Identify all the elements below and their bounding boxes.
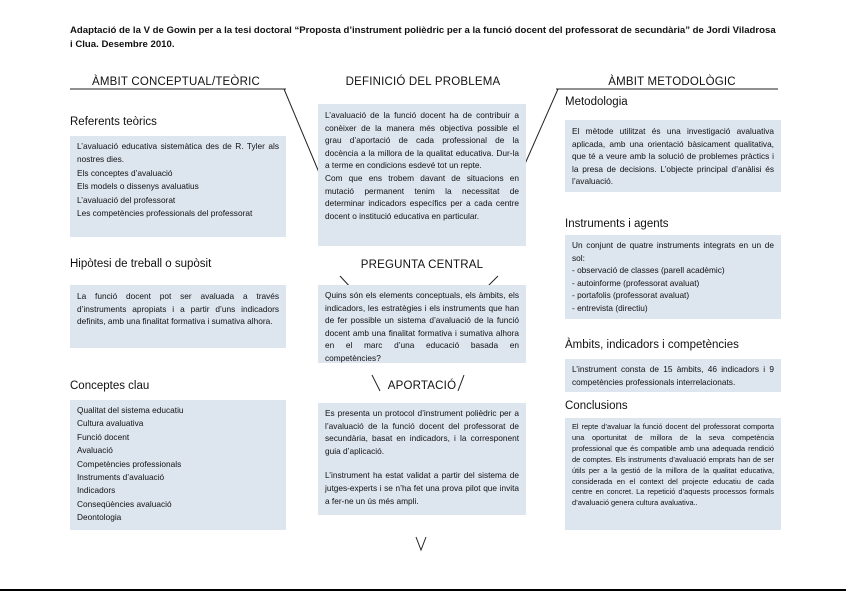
definicio-box <box>318 104 526 246</box>
list-item: Competències professionals <box>77 458 182 469</box>
definicio-text-1: L’avaluació de la funció docent ha de contribuir a conèixer de la manera més objectiva possible el grau d’aportació de cada professional de la docència a la millora de la qualitat educativa. Dur-la a terme en condicions esdevé tot un repte. <box>325 110 519 171</box>
ambits-text: L’instrument consta de 15 àmbits, 46 indicadors i 9 competències professionals interrelacionats. <box>572 364 774 387</box>
list-item: Avaluació <box>77 445 113 456</box>
definicio-text-2: Com que ens trobem davant de situacions en mutació permanent tenim la necessitat de determinar indicadors específics per a cada centre docent o institució educativa en particular. <box>325 172 519 221</box>
conceptes-heading: Conceptes clau <box>70 380 150 392</box>
ambits-heading: Àmbits, indicadors i competències <box>565 339 739 351</box>
list-item: L’avaluació del professorat <box>77 194 176 205</box>
list-item: Deontologia <box>77 512 122 523</box>
list-item: Qualitat del sistema educatiu <box>77 405 184 415</box>
pregunta-heading: PREGUNTA CENTRAL <box>360 259 484 271</box>
metodologia-text: El mètode utilitzat és una investigació avaluativa aplicada, amb una orientació bàsicament qualitativa, que té a veure amb la solució de problemes pràctics i la presa de decisions. L’objecte principal d’anàlisi és l’avaluació. <box>572 126 774 187</box>
list-item: L’avaluació educativa sistemàtica des de R. Tyler als nostres dies. <box>77 141 279 165</box>
definicio-heading: DEFINICIÓ DEL PROBLEMA <box>345 76 501 88</box>
aportacio-heading: APORTACIÓ <box>387 380 457 392</box>
instruments-intro: Un conjunt de quatre instruments integrats en un de sol: <box>572 240 774 263</box>
conclusions-box <box>565 418 781 530</box>
document-title: Adaptació de la V de Gowin per a la tesi doctoral “Proposta d’instrument polièdric per a la funció docent del professorat de secundària” de Jordi Viladrosa i Clua. Desembre 2010. <box>70 25 776 50</box>
conclusions-text: El repte d’avaluar la funció docent del professorat comporta una oportunitat de millora de la seva competència professional que és compatible amb una adequada rendició de comptes. Els instruments d’avaluació emprats han de ser útils per a la gestió de la millora de la qualitat educativa, considerada en el context del projecte educatiu de cada centre en concret. La repetició d’aquests processos formals d’avaluació genera cultura avaluativa.. <box>572 422 774 508</box>
list-item: - autoinforme (professorat avaluat) <box>572 277 700 288</box>
left-column-heading: ÀMBIT CONCEPTUAL/TEÒRIC <box>92 76 260 88</box>
aportacio-text-1: Es presenta un protocol d’instrument polièdric per a l’avaluació de la funció docent del professorat de secundària, basat en indicadors, i la corresponent guia d’aplicació. <box>325 408 519 456</box>
list-item: - entrevista (directiu) <box>572 302 648 313</box>
hipotesi-box <box>70 285 286 348</box>
hipotesi-text: La funció docent pot ser avaluada a través d’instruments apropiats i a partir d’uns indicadors definits, amb una finalitat formativa i sumativa alhora. <box>77 291 279 327</box>
list-item: Les competències professionals del professorat <box>77 208 253 219</box>
metodologia-heading: Metodologia <box>565 96 628 108</box>
aportacio-box <box>318 403 526 515</box>
ambits-box <box>565 359 781 392</box>
list-item: Els conceptes d’avaluació <box>77 167 173 178</box>
metodologia-box <box>565 120 781 192</box>
list-item: Conseqüències avaluació <box>77 498 172 509</box>
aportacio-text-2: L’instrument ha estat validat a partir del sistema de jutges-experts i se n’ha fet una prova pilot que invita a fer-ne un ús més ampli. <box>325 470 519 506</box>
instruments-box <box>565 235 781 319</box>
list-item: Instruments d’avaluació <box>77 472 165 483</box>
pregunta-text: Quins són els elements conceptuals, els àmbits, els indicadors, les estratègies i els instruments que han de fer possible un sistema d’avaluació de la funció docent amb una finalitat formativa i sumativa alhora en el marc d’una educació basada en competències? <box>325 290 519 363</box>
referents-heading: Referents teòrics <box>70 116 157 128</box>
hipotesi-heading: Hipòtesi de treball o supòsit <box>70 258 212 270</box>
list-item: - portafolis (professorat avaluat) <box>572 290 690 301</box>
conceptes-box <box>70 400 286 530</box>
right-column-heading: ÀMBIT METODOLÒGIC <box>608 76 736 88</box>
instruments-heading: Instruments i agents <box>565 218 669 230</box>
list-item: Funció docent <box>77 431 130 442</box>
referents-box <box>70 136 286 237</box>
list-item: - observació de classes (parell acadèmic) <box>572 265 725 276</box>
pregunta-box <box>318 285 526 363</box>
list-item: Indicadors <box>77 485 116 496</box>
list-item: Els models o dissenys avaluatius <box>77 181 199 192</box>
list-item: Cultura avaluativa <box>77 418 144 429</box>
conclusions-heading: Conclusions <box>565 400 628 412</box>
